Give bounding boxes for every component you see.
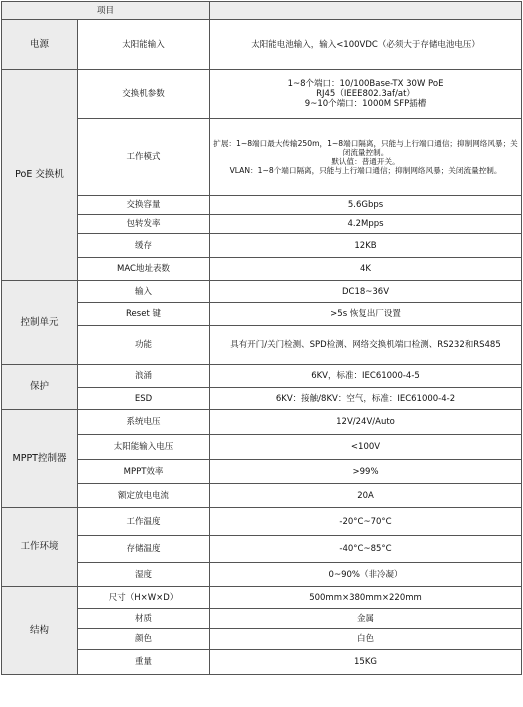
header-row (2, 2, 522, 20)
value-cell: DC18~36V (210, 281, 522, 303)
category-cell: 电源 (2, 20, 78, 70)
value-cell: -40°C~85°C (210, 536, 522, 563)
param-cell: 工作温度 (78, 508, 210, 536)
param-cell: 尺寸（H×W×D） (78, 587, 210, 609)
value-cell: -20°C~70°C (210, 508, 522, 536)
param-cell: MPPT效率 (78, 460, 210, 484)
spec-table (1, 1, 522, 675)
param-cell: 交换机参数 (78, 70, 210, 119)
value-cell: 扩展：1~8端口最大传输250m，1~8端口隔离，只能与上行端口通信；抑制网络风暴；关闭流量控制。 默认值：普通开关。 VLAN：1~8个端口隔离，只能与上行端口通信；抑制网络风暴；关闭流量控制。 (210, 119, 522, 196)
table-row (2, 20, 522, 70)
category-cell: 保护 (2, 365, 78, 410)
table-row (2, 587, 522, 609)
category-cell: 结构 (2, 587, 78, 675)
param-cell: 包转发率 (78, 215, 210, 234)
param-cell: 缓存 (78, 234, 210, 258)
table-row (2, 484, 522, 508)
param-cell: 工作模式 (78, 119, 210, 196)
value-cell: 5.6Gbps (210, 196, 522, 215)
table-row (2, 303, 522, 326)
param-cell: 浪涌 (78, 365, 210, 388)
value-cell: 500mm×380mm×220mm (210, 587, 522, 609)
table-row (2, 70, 522, 119)
value-cell: 15KG (210, 650, 522, 675)
param-cell: 输入 (78, 281, 210, 303)
value-cell: 6KV：接触/8KV：空气，标准：IEC61000-4-2 (210, 388, 522, 410)
param-cell: 颜色 (78, 629, 210, 650)
value-cell: 12KB (210, 234, 522, 258)
value-cell: 4K (210, 258, 522, 281)
table-row (2, 460, 522, 484)
category-cell: 控制单元 (2, 281, 78, 365)
table-row (2, 196, 522, 215)
value-cell: 白色 (210, 629, 522, 650)
category-cell: 工作环境 (2, 508, 78, 587)
category-cell: MPPT控制器 (2, 410, 78, 508)
param-cell: 重量 (78, 650, 210, 675)
table-row (2, 281, 522, 303)
table-row (2, 365, 522, 388)
value-cell: 太阳能电池输入，输入<100VDC（必须大于存储电池电压） (210, 20, 522, 70)
param-cell: 交换容量 (78, 196, 210, 215)
value-cell: <100V (210, 435, 522, 460)
table-row (2, 326, 522, 365)
param-cell: 系统电压 (78, 410, 210, 435)
table-row (2, 119, 522, 196)
value-cell: 20A (210, 484, 522, 508)
param-cell: 材质 (78, 609, 210, 629)
param-cell: Reset 键 (78, 303, 210, 326)
param-cell: 太阳能输入电压 (78, 435, 210, 460)
table-row (2, 388, 522, 410)
value-cell: 具有开门/关门检测、SPD检测、网络交换机端口检测、RS232和RS485 (210, 326, 522, 365)
table-row (2, 435, 522, 460)
value-cell: 6KV，标准：IEC61000-4-5 (210, 365, 522, 388)
header-item-label: 项目 (2, 2, 210, 20)
value-cell: 0~90%（非冷凝） (210, 563, 522, 587)
table-row (2, 609, 522, 629)
value-cell: 金属 (210, 609, 522, 629)
param-cell: 存储温度 (78, 536, 210, 563)
value-cell: 4.2Mpps (210, 215, 522, 234)
value-cell: 12V/24V/Auto (210, 410, 522, 435)
table-row (2, 629, 522, 650)
header-blank-cell (210, 2, 522, 20)
table-row (2, 234, 522, 258)
param-cell: 功能 (78, 326, 210, 365)
category-cell: PoE 交换机 (2, 70, 78, 281)
table-row (2, 650, 522, 675)
param-cell: 额定放电电流 (78, 484, 210, 508)
table-row (2, 215, 522, 234)
param-cell: 湿度 (78, 563, 210, 587)
table-row (2, 536, 522, 563)
value-cell: >5s 恢复出厂设置 (210, 303, 522, 326)
value-cell: >99% (210, 460, 522, 484)
param-cell: ESD (78, 388, 210, 410)
param-cell: 太阳能输入 (78, 20, 210, 70)
table-row (2, 563, 522, 587)
param-cell: MAC地址表数 (78, 258, 210, 281)
table-row (2, 410, 522, 435)
table-row (2, 258, 522, 281)
value-cell: 1~8个端口：10/100Base-TX 30W PoE RJ45（IEEE802.3af/at） 9~10个端口：1000M SFP插槽 (210, 70, 522, 119)
table-row (2, 508, 522, 536)
